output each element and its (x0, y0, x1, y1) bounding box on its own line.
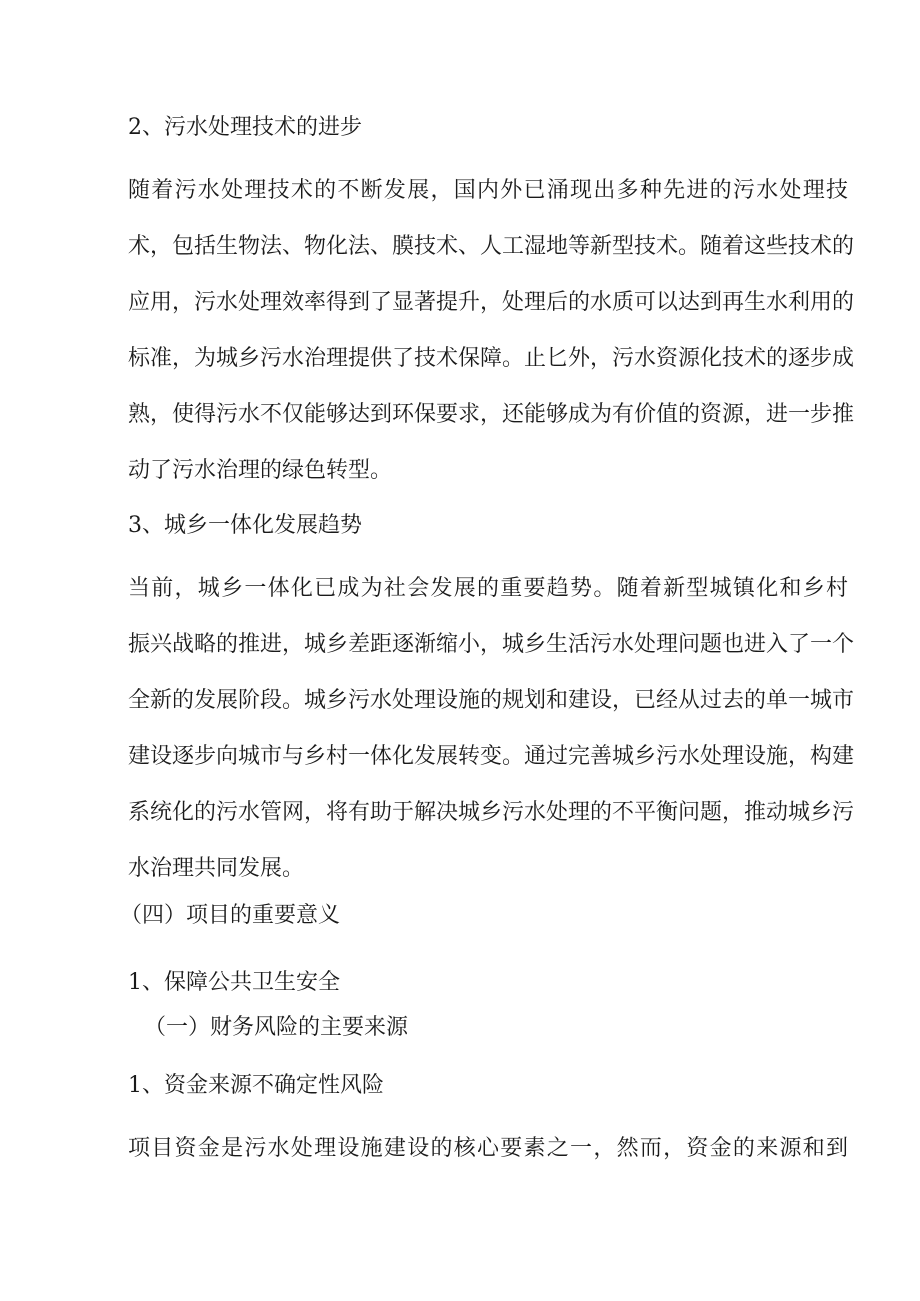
section-heading-tech-progress: 2、污水处理技术的进步 (128, 115, 362, 140)
text-line: 系统化的污水管网，将有助于解决城乡污水处理的不平衡问题，推动城乡污 (128, 800, 855, 825)
text-line: 水治理共同发展。 (128, 856, 305, 881)
text-line: 建设逐步向城市与乡村一体化发展转变。通过完善城乡污水处理设施，构建 (128, 744, 855, 769)
paragraph-urban-rural (128, 561, 855, 897)
text-line: 标准，为城乡污水治理提供了技术保障。止匕外，污水资源化技术的逐步成 (128, 346, 855, 371)
text-line: 应用，污水处理效率得到了显著提升，处理后的水质可以达到再生水利用的 (128, 290, 855, 315)
text-line: 动了污水治理的绿色转型。 (128, 458, 393, 483)
paragraph-funding-risk (128, 1121, 848, 1177)
section-heading-public-health: 1、保障公共卫生安全 (128, 970, 340, 995)
section-heading-significance: （四）项目的重要意义 (120, 903, 341, 928)
text-line: 当前，城乡一体化已成为社会发展的重要趋势。随着新型城镇化和乡村 (128, 576, 848, 601)
section-heading-financial-risk: （一）财务风险的主要来源 (144, 1015, 409, 1040)
text-line: 全新的发展阶段。城乡污水处理设施的规划和建设，已经从过去的单一城市 (128, 688, 855, 713)
text-line: 术，包括生物法、物化法、膜技术、人工湿地等新型技术。随着这些技术的 (128, 234, 855, 259)
text-line: 振兴战略的推进，城乡差距逐渐缩小，城乡生活污水处理问题也进入了一个 (128, 632, 855, 657)
section-heading-urban-rural: 3、城乡一体化发展趋势 (128, 513, 362, 538)
text-line: 项目资金是污水处理设施建设的核心要素之一，然而，资金的来源和到 (128, 1136, 848, 1161)
section-heading-funding-risk: 1、资金来源不确定性风险 (128, 1073, 384, 1098)
text-line: 随着污水处理技术的不断发展，国内外已涌现出多种先进的污水处理技 (128, 178, 848, 203)
text-line: 熟，使得污水不仅能够达到环保要求，还能够成为有价值的资源，进一步推 (128, 402, 855, 427)
paragraph-tech-progress (128, 163, 855, 499)
